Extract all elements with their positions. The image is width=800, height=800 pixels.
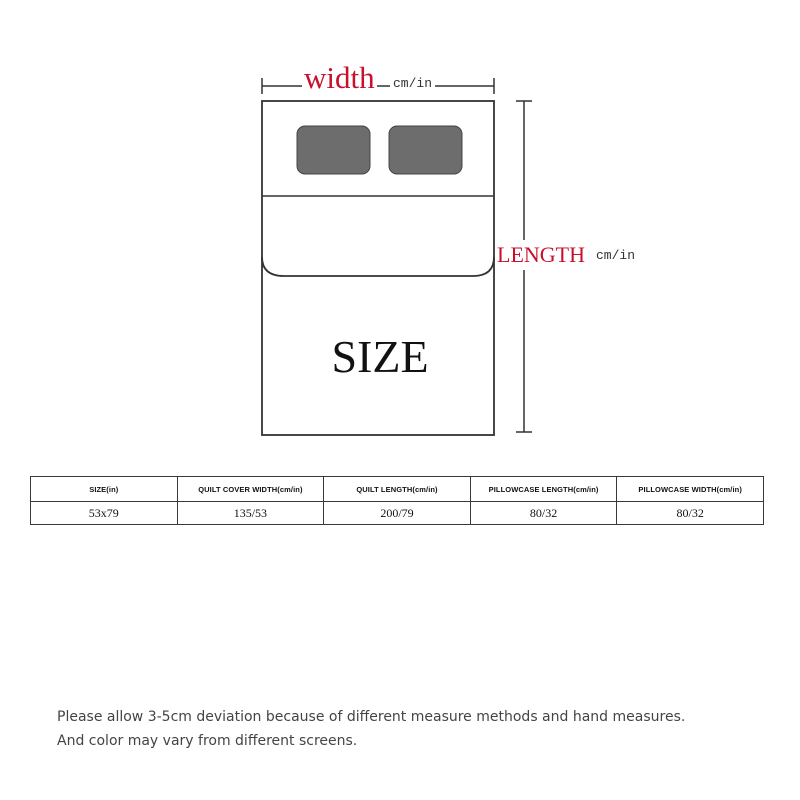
size-label: SIZE (331, 331, 429, 382)
header-quilt-length: QUILT LENGTH(cm/in) (324, 477, 471, 502)
width-dimension-line (262, 78, 494, 94)
cell-size: 53x79 (31, 502, 178, 525)
cell-quilt-length: 200/79 (324, 502, 471, 525)
cell-pillowcase-width: 80/32 (617, 502, 764, 525)
deviation-note (57, 705, 777, 753)
size-table-header-row (31, 477, 764, 502)
note-line-1: Please allow 3-5cm deviation because of different measure methods and hand measures. (57, 709, 686, 725)
pillow-right (389, 126, 462, 174)
size-table (30, 476, 764, 525)
header-pillowcase-length: PILLOWCASE LENGTH(cm/in) (470, 477, 617, 502)
length-label: LENGTH (497, 240, 585, 270)
header-quilt-cover-width: QUILT COVER WIDTH(cm/in) (177, 477, 324, 502)
cell-pillowcase-length: 80/32 (470, 502, 617, 525)
width-label: width (302, 58, 377, 98)
length-unit-label: cm/in (596, 248, 636, 263)
cell-quilt-cover-width: 135/53 (177, 502, 324, 525)
header-size: SIZE(in) (31, 477, 178, 502)
note-line-2: And color may vary from different screens. (57, 733, 358, 749)
table-row (31, 502, 764, 525)
width-unit-label: cm/in (390, 76, 435, 91)
header-pillowcase-width: PILLOWCASE WIDTH(cm/in) (617, 477, 764, 502)
pillow-left (297, 126, 370, 174)
